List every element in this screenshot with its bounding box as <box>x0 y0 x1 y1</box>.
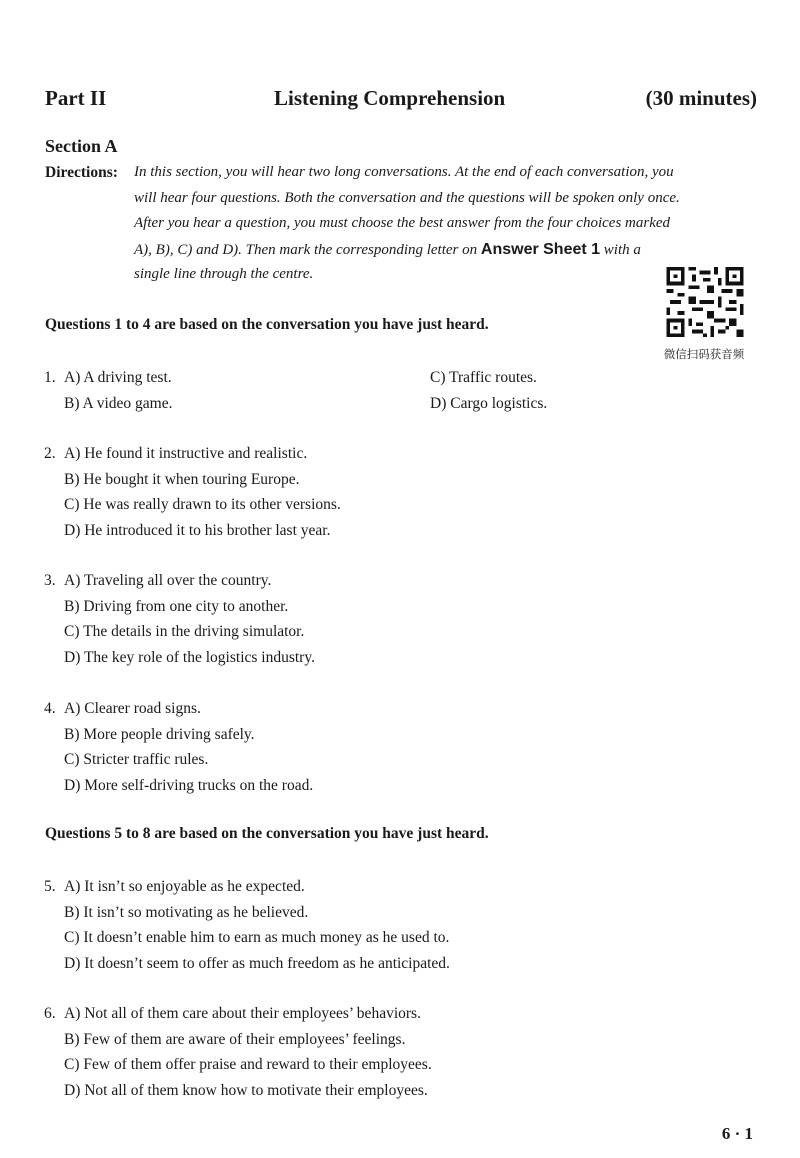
option-a: A) Clearer road signs. <box>64 700 201 717</box>
directions-label: Directions: <box>45 164 118 181</box>
option-c: C) Stricter traffic rules. <box>64 751 209 769</box>
page-number: 6 · 1 <box>721 1124 753 1143</box>
directions-line: After you hear a question, you must choose the best answer from the four choices marked <box>134 215 671 232</box>
option-a: A) A driving test. <box>64 369 172 386</box>
option-b: B) It isn’t so motivating as he believed. <box>64 903 309 921</box>
directions-line <box>134 237 641 264</box>
question-number: 4. <box>44 700 56 717</box>
group-heading: Questions 5 to 8 are based on the conversation you have just heard. <box>45 825 489 842</box>
directions-line-start: A), B), C) and D). Then mark the corresponding letter on <box>134 241 478 258</box>
option-c: C) The details in the driving simulator. <box>64 623 305 641</box>
option-b: B) Driving from one city to another. <box>64 597 289 615</box>
question-number: 5. <box>44 878 56 895</box>
part-label: Part II <box>45 86 107 110</box>
question-number: 3. <box>44 572 56 589</box>
directions-line: In this section, you will hear two long conversations. At the end of each conversation, you <box>134 164 674 180</box>
directions-line: single line through the centre. <box>134 266 314 283</box>
group-heading: Questions 1 to 4 are based on the conversation you have just heard. <box>45 316 489 333</box>
option-b: B) Few of them are aware of their employees’ feelings. <box>64 1030 406 1048</box>
option-c: C) Few of them offer praise and reward to their employees. <box>64 1056 432 1074</box>
option-b: B) A video game. <box>64 394 173 412</box>
option-a: A) Not all of them care about their employees’ behaviors. <box>64 1005 421 1022</box>
option-b: B) He bought it when touring Europe. <box>64 470 300 488</box>
option-b: B) More people driving safely. <box>64 725 255 743</box>
question-number: 2. <box>44 445 56 462</box>
qr-code-icon[interactable] <box>666 267 744 337</box>
option-d: D) Not all of them know how to motivate their employees. <box>64 1081 428 1099</box>
option-c: C) Traffic routes. <box>430 369 537 386</box>
answer-sheet-ref: Answer Sheet 1 <box>480 240 601 258</box>
option-a: A) Traveling all over the country. <box>64 572 272 589</box>
part-title: Listening Comprehension <box>274 86 506 110</box>
option-d: D) Cargo logistics. <box>430 394 548 412</box>
time-allotted: (30 minutes) <box>645 86 757 110</box>
directions-line: will hear four questions. Both the conversation and the questions will be spoken only once. <box>134 189 680 206</box>
qr-caption: 微信扫码获音频 <box>663 347 745 361</box>
question-number: 1. <box>44 369 56 386</box>
directions-line-end: with a <box>603 241 641 258</box>
option-a: A) It isn’t so enjoyable as he expected. <box>64 878 305 895</box>
page-header <box>45 86 757 114</box>
section-title: Section A <box>45 136 118 156</box>
option-d: D) It doesn’t seem to offer as much freedom as he anticipated. <box>64 954 450 972</box>
option-d: D) He introduced it to his brother last year. <box>64 521 331 539</box>
option-d: D) The key role of the logistics industry. <box>64 648 315 666</box>
option-d: D) More self-driving trucks on the road. <box>64 776 314 794</box>
option-a: A) He found it instructive and realistic. <box>64 445 308 462</box>
question-number: 6. <box>44 1005 56 1022</box>
option-c: C) It doesn’t enable him to earn as much money as he used to. <box>64 929 450 947</box>
option-c: C) He was really drawn to its other versions. <box>64 496 341 514</box>
